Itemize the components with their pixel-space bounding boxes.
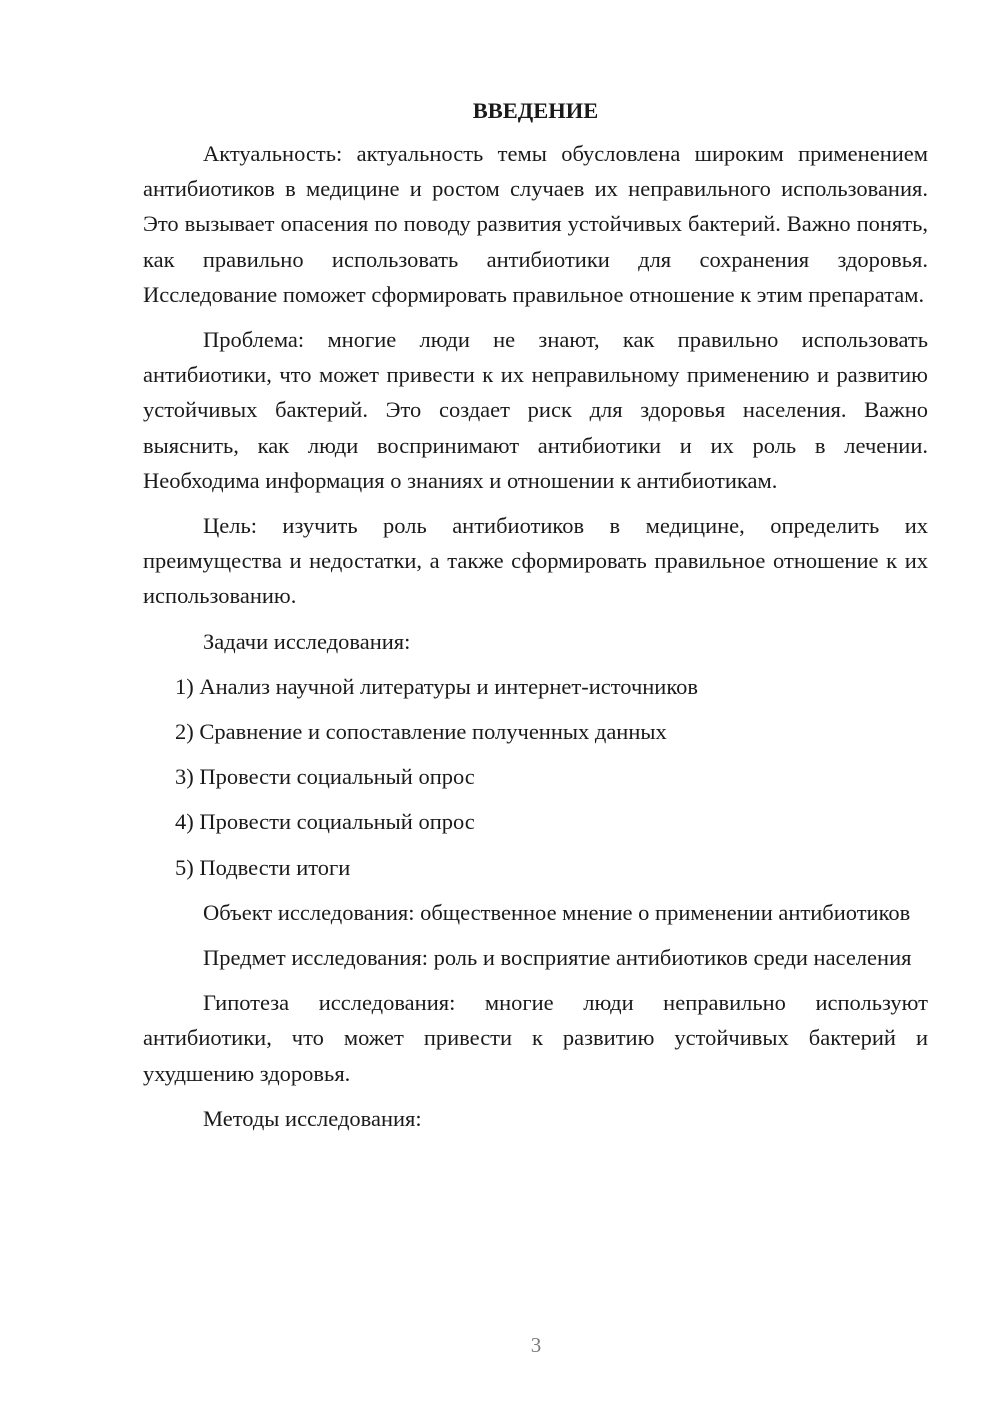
tasks-list — [143, 669, 928, 885]
object-paragraph: Объект исследования: общественное мнение о применении антибиотиков — [203, 899, 911, 925]
list-item: 5) Подвести итоги — [175, 854, 351, 880]
methods-heading: Методы исследования: — [203, 1105, 422, 1131]
list-item: 2) Сравнение и сопоставление полученных данных — [175, 719, 667, 745]
page-content — [143, 96, 928, 1146]
section-title: ВВЕДЕНИЕ — [472, 98, 599, 123]
problem-paragraph: Проблема: многие люди не знают, как правильно использовать антибиотики, что может привести к их неправильному применению и развитию устойчивых бактерий. Это создает риск для здоровья населения. Важно выяснить, как люди воспринимают антибиотики и их роль в лечении. Необходима информация о знаниях и отношении к антибиотикам. — [143, 327, 928, 493]
goal-paragraph: Цель: изучить роль антибиотиков в медицине, определить их преимущества и недостатки, а также сформировать правильное отношение к их использованию. — [143, 513, 928, 609]
subject-paragraph: Предмет исследования: роль и восприятие антибиотиков среди населения — [203, 945, 912, 971]
list-item: 4) Провести социальный опрос — [175, 809, 475, 835]
list-item: 1) Анализ научной литературы и интернет-источников — [175, 673, 699, 699]
relevance-paragraph: Актуальность: актуальность темы обусловлена широким применением антибиотиков в медицине и ростом случаев их неправильного использования. Это вызывает опасения по поводу развития устойчивых бактерий. Важно понять, как правильно использовать антибиотики для сохранения здоровья. Исследование поможет сформировать правильное отношение к этим препаратам. — [143, 141, 928, 307]
tasks-heading: Задачи исследования: — [203, 628, 411, 654]
page-number: 3 — [530, 1333, 542, 1357]
list-item: 3) Провести социальный опрос — [175, 764, 475, 790]
hypothesis-paragraph: Гипотеза исследования: многие люди неправильно используют антибиотики, что может привести к развитию устойчивых бактерий и ухудшению здоровья. — [143, 990, 928, 1086]
